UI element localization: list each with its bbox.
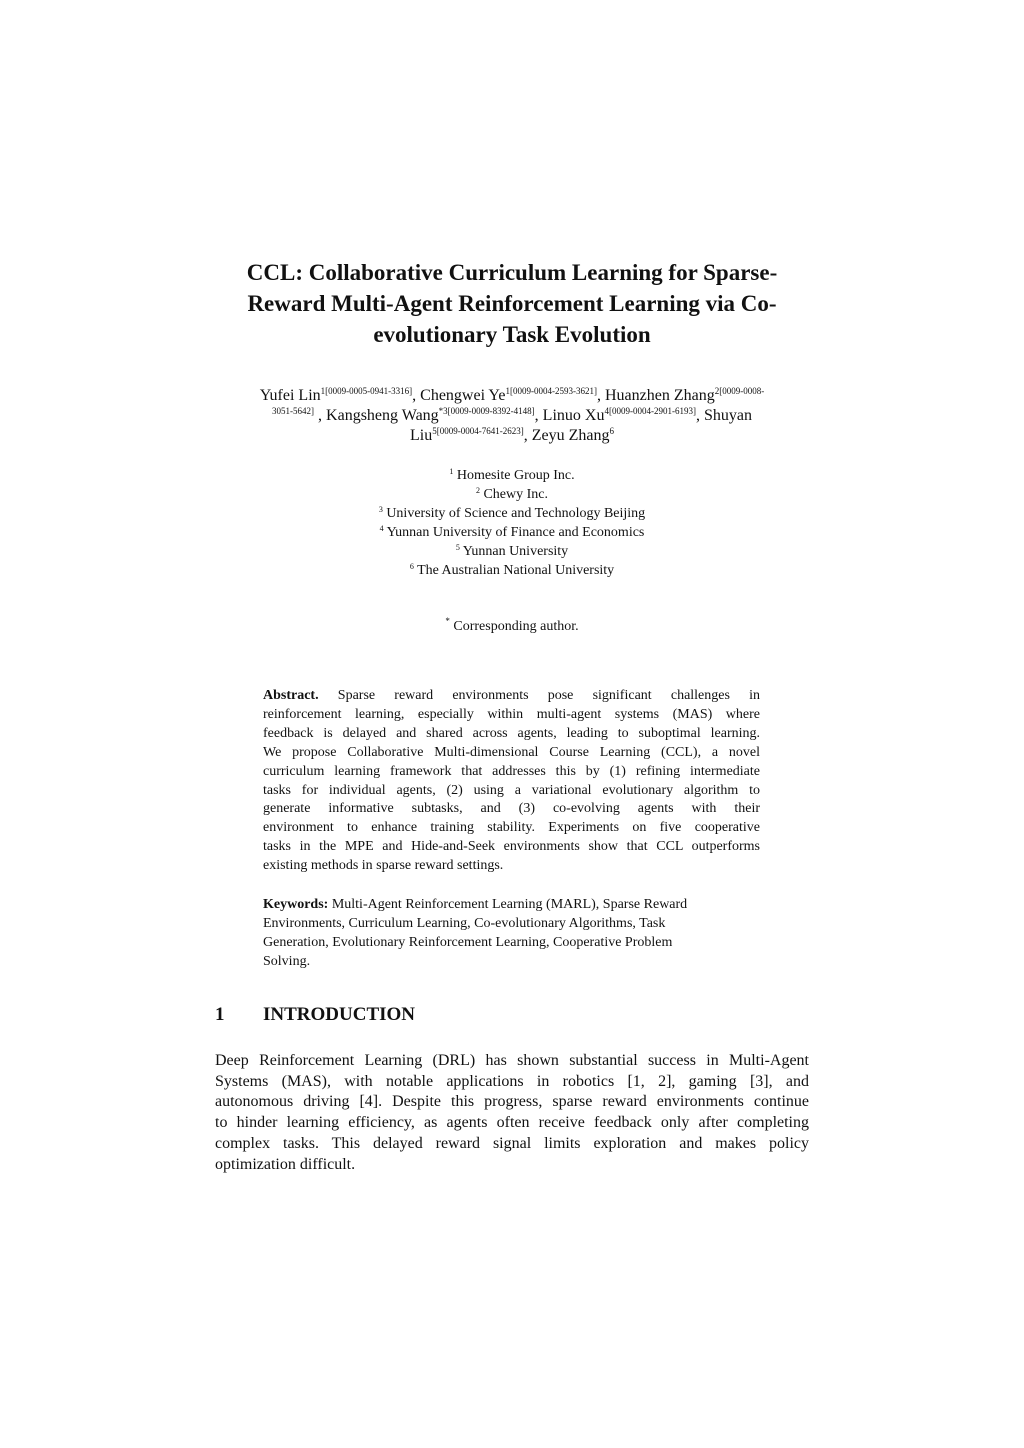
abstract-line [263,687,760,706]
author-orcid: 1[0009-0005-0941-3316] [320,386,413,396]
affiliation-number: 2 [475,486,480,495]
author-name: Shuyan [703,407,752,424]
title-line: CCL: Collaborative Curriculum Learning for Sparse- [246,260,778,285]
introduction-paragraph [215,1051,809,1175]
abstract-label: Abstract. [263,688,319,703]
affiliation-name: Chewy Inc. [483,487,549,502]
corresponding-text: Corresponding author. [453,619,579,634]
abstract-text: Sparse reward environments pose significant challenges in [337,688,761,703]
paragraph-line: Systems (MAS), with notable applications in robotics [1, 2], gaming [3], and [215,1072,809,1090]
abstract-line: tasks in the MPE and Hide-and-Seek environments show that CCL outperforms [263,839,760,855]
affiliation-name: The Australian National University [417,563,615,578]
author-name: Kangsheng Wang [326,407,439,424]
author-orcid: 5[0009-0004-7641-2623] [432,426,524,436]
abstract-line: generate informative subtasks, and (3) co-evolving agents with their [263,801,760,817]
author-name: Yufei Lin [259,387,321,404]
title-line: evolutionary Task Evolution [373,322,651,347]
paragraph-line: complex tasks. This delayed reward signal limits exploration and makes policy [215,1134,809,1152]
author-orcid: 1[0009-0004-2593-3621] [505,386,597,396]
author-orcid: 3051-5642] [272,406,315,416]
author-line: $^{3051-5642]}$ , Kangsheng Wang$^{*3[0009-0009-8392-4148]}$, Linuo $Xu^{4[0009-0004-2901-6193]}$, Shuyan [272,406,752,424]
affiliation-name: Yunnan University of Finance and Economics [386,525,645,540]
paragraph-line: autonomous driving [4]. Despite this progress, sparse reward environments continue [215,1093,809,1111]
author-orcid: 6 [609,426,614,436]
affiliation-number: 6 [409,562,414,571]
affiliation-item [215,542,809,561]
keywords-text: Multi-Agent Reinforcement Learning (MARL), Sparse Reward [331,897,688,912]
section-title: INTRODUCTION [263,1004,416,1025]
keywords-line: Generation, Evolutionary Reinforcement Learning, Cooperative Problem [263,935,673,950]
title-line: Reward Multi-Agent Reinforcement Learning via Co- [247,291,777,316]
affiliation-item [215,466,809,485]
abstract-line: environment to enhance training stability. Experiments on five cooperative [263,820,760,836]
affiliation-list [215,466,809,580]
abstract [263,687,760,876]
paragraph-line: to hinder learning efficiency, as agents often receive feedback only after completing [215,1114,809,1132]
author-name: Chengwei Ye [420,387,506,404]
affiliation-number: 5 [455,543,460,552]
author-orcid: *3[0009-0009-8392-4148] [438,406,535,416]
affiliation-name: Homesite Group Inc. [456,468,575,483]
corresponding-mark: * [445,616,450,626]
affiliation-item [215,485,809,504]
abstract-line: reinforcement learning, especially within multi-agent systems (MAS) where [263,706,760,722]
author-name: Zeyu Zhang [531,427,610,444]
paper-title [215,257,809,350]
keywords [263,895,760,971]
keywords-line: Solving. [263,954,311,969]
section-number: 1 [215,1004,225,1025]
affiliation-number: 1 [449,467,454,476]
author-name: Liu [410,427,433,444]
affiliation-item [215,561,809,580]
affiliation-number: 3 [378,505,383,514]
affiliation-item [215,523,809,542]
section-heading [215,1003,809,1027]
keywords-line: Environments, Curriculum Learning, Co-evolutionary Algorithms, Task [263,916,666,931]
paragraph-line: optimization difficult. [215,1155,356,1173]
abstract-line: We propose Collaborative Multi-dimensional Course Learning (CCL), a novel [263,744,760,760]
author-name: Linuo Xu [542,407,605,424]
abstract-line: existing methods in sparse reward settings. [263,858,504,874]
author-orcid: 2[0009-0008- [714,386,765,396]
author-line: Liu$^{5[0009-0004-7641-2623]}$, Zeyu Zhang$^6$ [410,426,614,444]
author-orcid: 4[0009-0004-2901-6193] [604,406,696,416]
affiliation-name: University of Science and Technology Beijing [386,506,646,521]
corresponding-author-note [215,617,809,636]
abstract-line: feedback is delayed and shared across agents, leading to suboptimal learning. [263,725,760,741]
abstract-line: tasks for individual agents, (2) using a variational evolutionary algorithm to [263,782,760,798]
affiliation-item [215,504,809,523]
keywords-line [263,895,760,914]
affiliation-number: 4 [379,524,384,533]
author-list [215,386,809,446]
affiliation-name: Yunnan University [462,544,569,559]
keywords-label: Keywords: [263,897,329,912]
author-name: Huanzhen Zhang [604,387,715,404]
abstract-line: curriculum learning framework that addresses this by (1) refining intermediate [263,763,760,779]
author-line: Yufei Lin$^{1[0009-0005-0941-3316]}$, Chengwei $Ye^{1[0009-0004-2593-3621]}$, Huanzhen Zhang$^{2[0009-0008-}$ [259,386,765,404]
paragraph-line: Deep Reinforcement Learning (DRL) has shown substantial success in Multi-Agent [215,1052,809,1069]
